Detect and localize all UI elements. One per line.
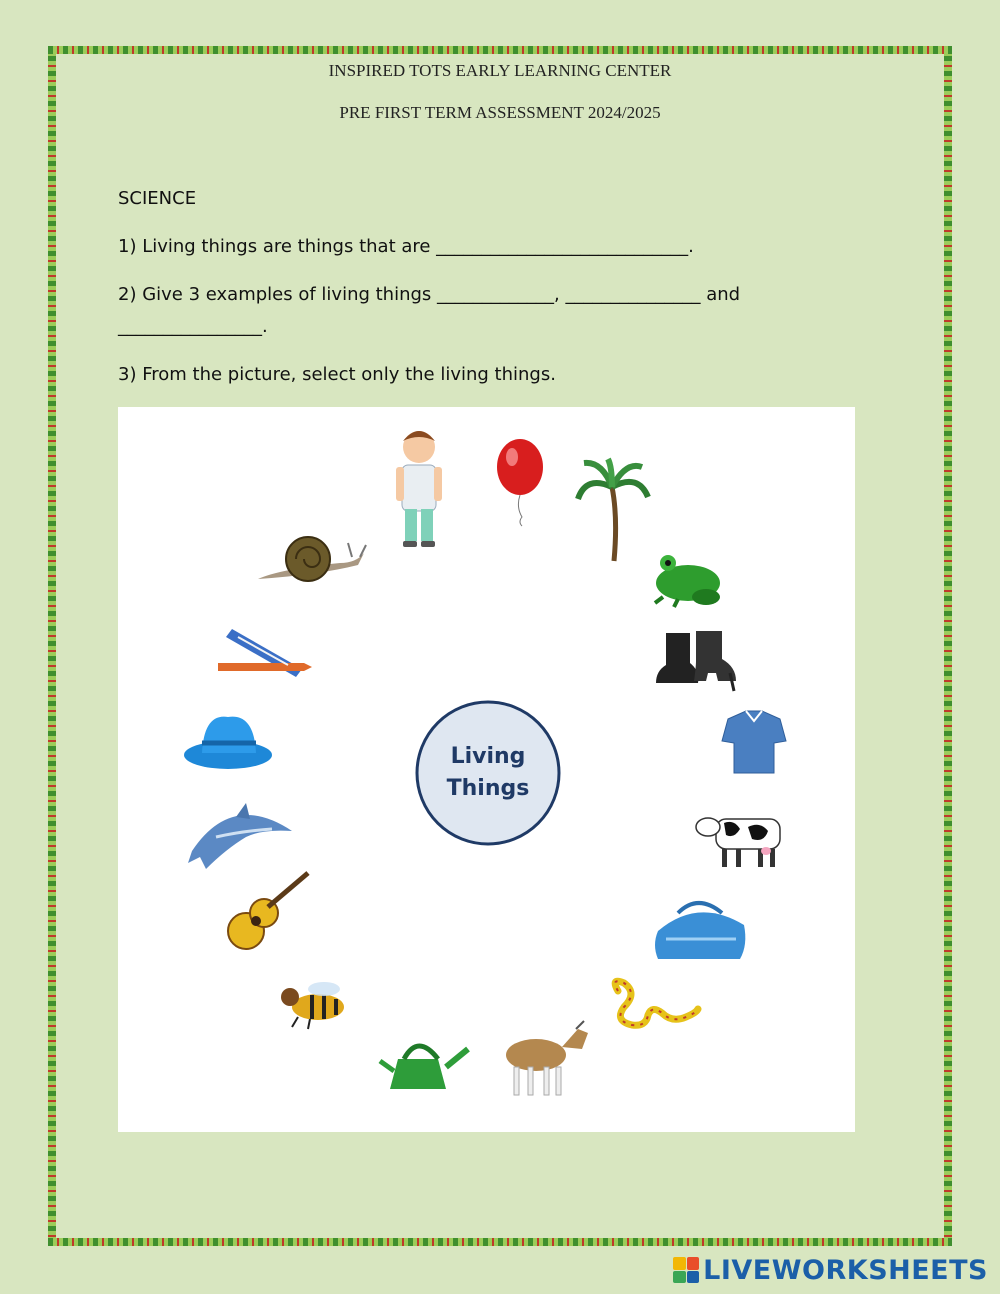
boots-image[interactable] bbox=[656, 631, 736, 691]
living-things-label bbox=[416, 708, 560, 838]
boy-doctor-image[interactable] bbox=[396, 431, 442, 547]
question-3: 3) From the picture, select only the living things. bbox=[118, 364, 556, 385]
liveworksheets-logo bbox=[673, 1253, 988, 1287]
hat-image[interactable] bbox=[184, 717, 272, 769]
guitar-image[interactable] bbox=[228, 873, 308, 949]
frog-image[interactable] bbox=[655, 555, 720, 607]
center-label-line-1: Living bbox=[450, 744, 526, 770]
bag-image[interactable] bbox=[655, 903, 745, 959]
shirt-image[interactable] bbox=[722, 711, 786, 773]
watering-can-image[interactable] bbox=[380, 1046, 468, 1089]
liveworksheets-brand: LIVEWORKSHEETS bbox=[703, 1254, 988, 1286]
goat-image[interactable] bbox=[506, 1021, 588, 1095]
balloon-image[interactable] bbox=[497, 439, 543, 526]
center-label-line-2: Things bbox=[446, 776, 530, 801]
living-things-picture bbox=[118, 407, 855, 1132]
dolphin-image[interactable] bbox=[188, 803, 292, 869]
cow-image[interactable] bbox=[696, 818, 780, 867]
bee-image[interactable] bbox=[281, 982, 344, 1029]
question-2: 2) Give 3 examples of living things _____________, _______________ and bbox=[118, 284, 741, 305]
subject-heading: SCIENCE bbox=[118, 188, 197, 209]
question-1: 1) Living things are things that are ____________________________. bbox=[118, 236, 694, 257]
question-2-continued: ________________. bbox=[118, 316, 268, 337]
school-name: INSPIRED TOTS EARLY LEARNING CENTER bbox=[328, 61, 672, 80]
liveworksheets-icon bbox=[673, 1257, 699, 1283]
palm-tree-image[interactable] bbox=[578, 459, 648, 561]
assessment-title: PRE FIRST TERM ASSESSMENT 2024/2025 bbox=[339, 103, 661, 122]
snake-image[interactable] bbox=[615, 981, 698, 1025]
crayons-image[interactable] bbox=[218, 629, 312, 677]
snail-image[interactable] bbox=[258, 537, 366, 581]
